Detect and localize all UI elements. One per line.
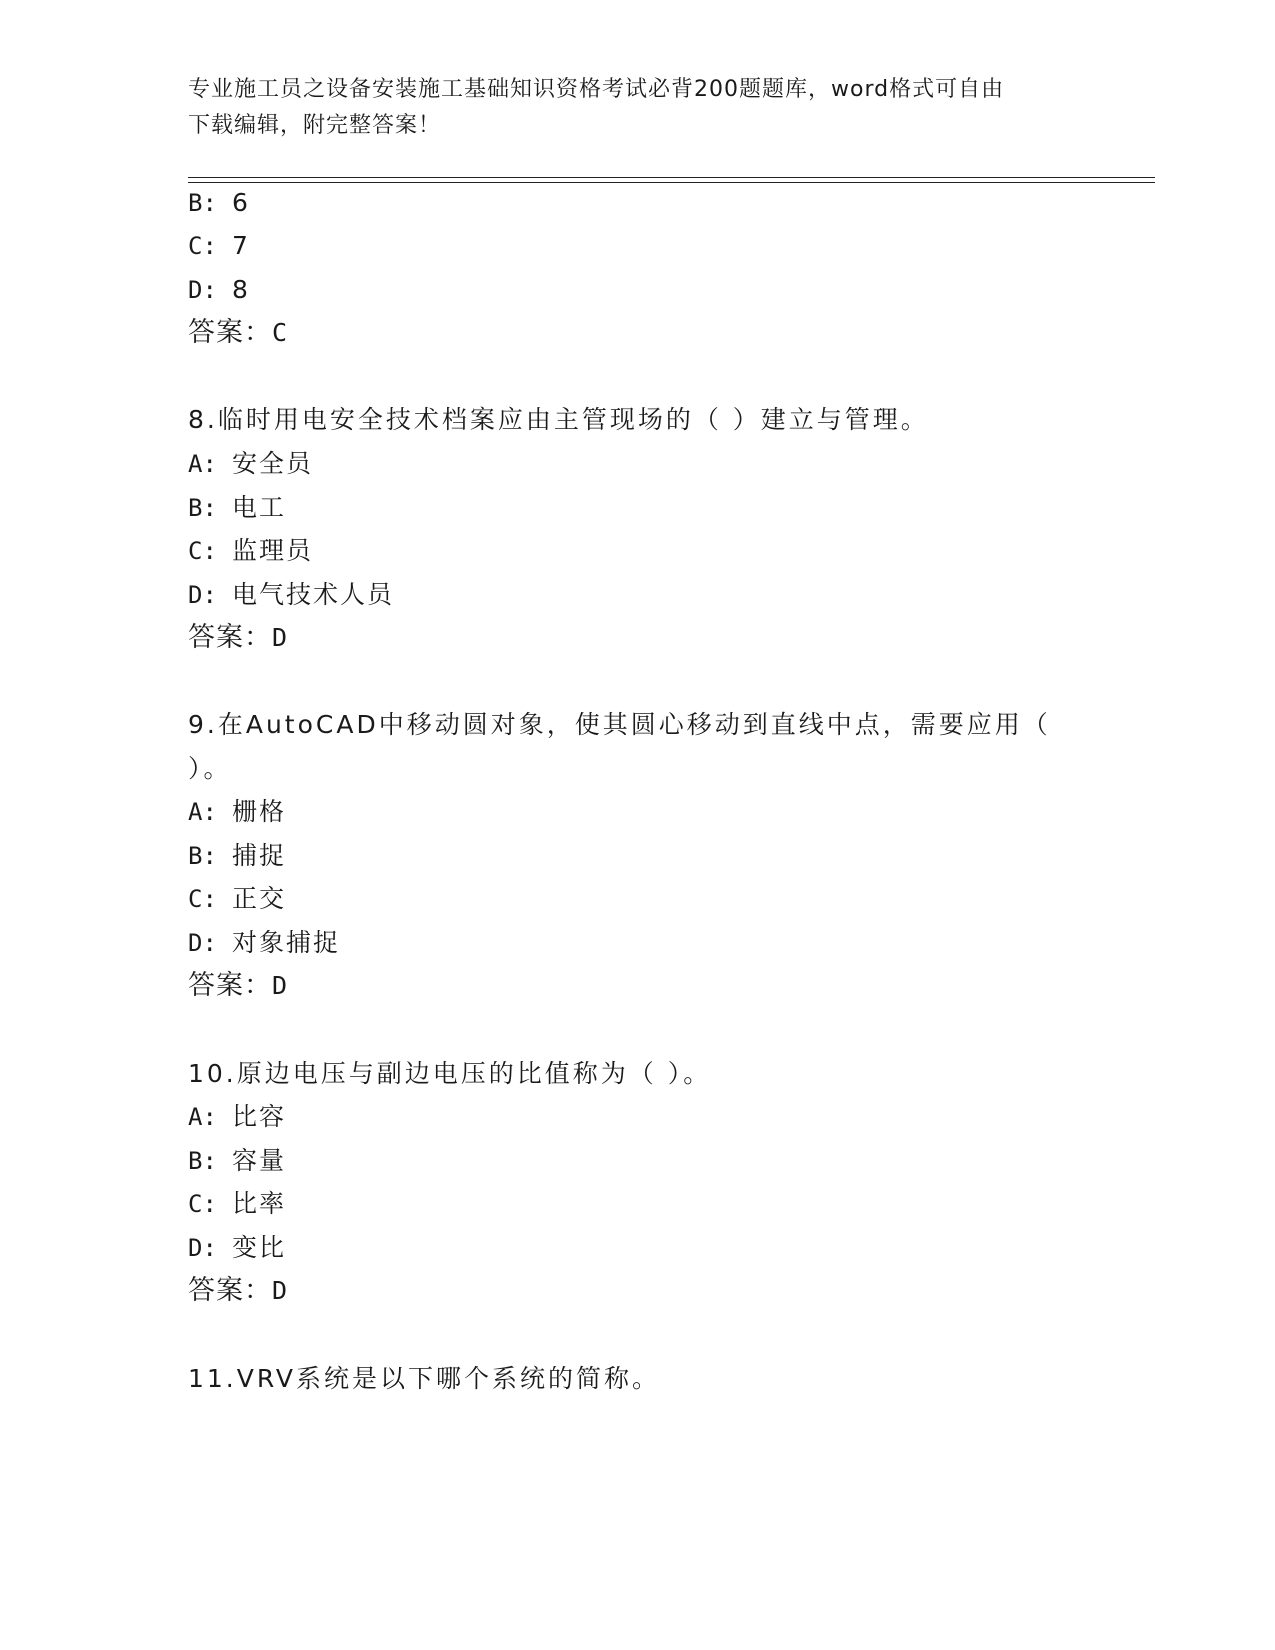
q7-answer: 答案：C — [188, 317, 289, 348]
q8-option-b: B: 电工 — [188, 493, 287, 522]
header-divider — [188, 177, 1155, 183]
q8-option-d: D: 电气技术人员 — [188, 580, 395, 609]
q7-option-c: C: 7 — [188, 231, 250, 260]
q9-question-line-2: ）。 — [188, 754, 232, 783]
q10-option-a: A: 比容 — [188, 1102, 287, 1131]
q9-option-d: D: 对象捕捉 — [188, 928, 341, 957]
q9-answer: 答案：D — [188, 970, 289, 1001]
q7-option-b: B: 6 — [188, 188, 250, 217]
header-line-1: 专业施工员之设备安装施工基础知识资格考试必背200题题库，word格式可自由 — [188, 77, 1005, 102]
q8-option-a: A: 安全员 — [188, 449, 314, 478]
q10-answer: 答案：D — [188, 1275, 289, 1306]
q10-option-d: D: 变比 — [188, 1233, 287, 1262]
q9-option-b: B: 捕捉 — [188, 841, 287, 870]
q8-option-c: C: 监理员 — [188, 536, 314, 565]
q9-option-c: C: 正交 — [188, 884, 287, 913]
q10-option-c: C: 比率 — [188, 1189, 287, 1218]
q11-question: 11.VRV系统是以下哪个系统的简称。 — [188, 1364, 660, 1393]
q8-answer: 答案：D — [188, 622, 289, 653]
q10-option-b: B: 容量 — [188, 1146, 287, 1175]
q9-option-a: A: 栅格 — [188, 797, 287, 826]
q10-question: 10.原边电压与副边电压的比值称为（ ）。 — [188, 1059, 712, 1088]
document-header — [188, 72, 1068, 144]
header-line-2: 下载编辑，附完整答案！ — [188, 113, 442, 138]
q9-question-line-1: 9.在AutoCAD中移动圆对象，使其圆心移动到直线中点，需要应用（ — [188, 710, 1051, 739]
q8-question: 8.临时用电安全技术档案应由主管现场的（ ）建立与管理。 — [188, 405, 929, 434]
q7-option-d: D: 8 — [188, 275, 250, 304]
